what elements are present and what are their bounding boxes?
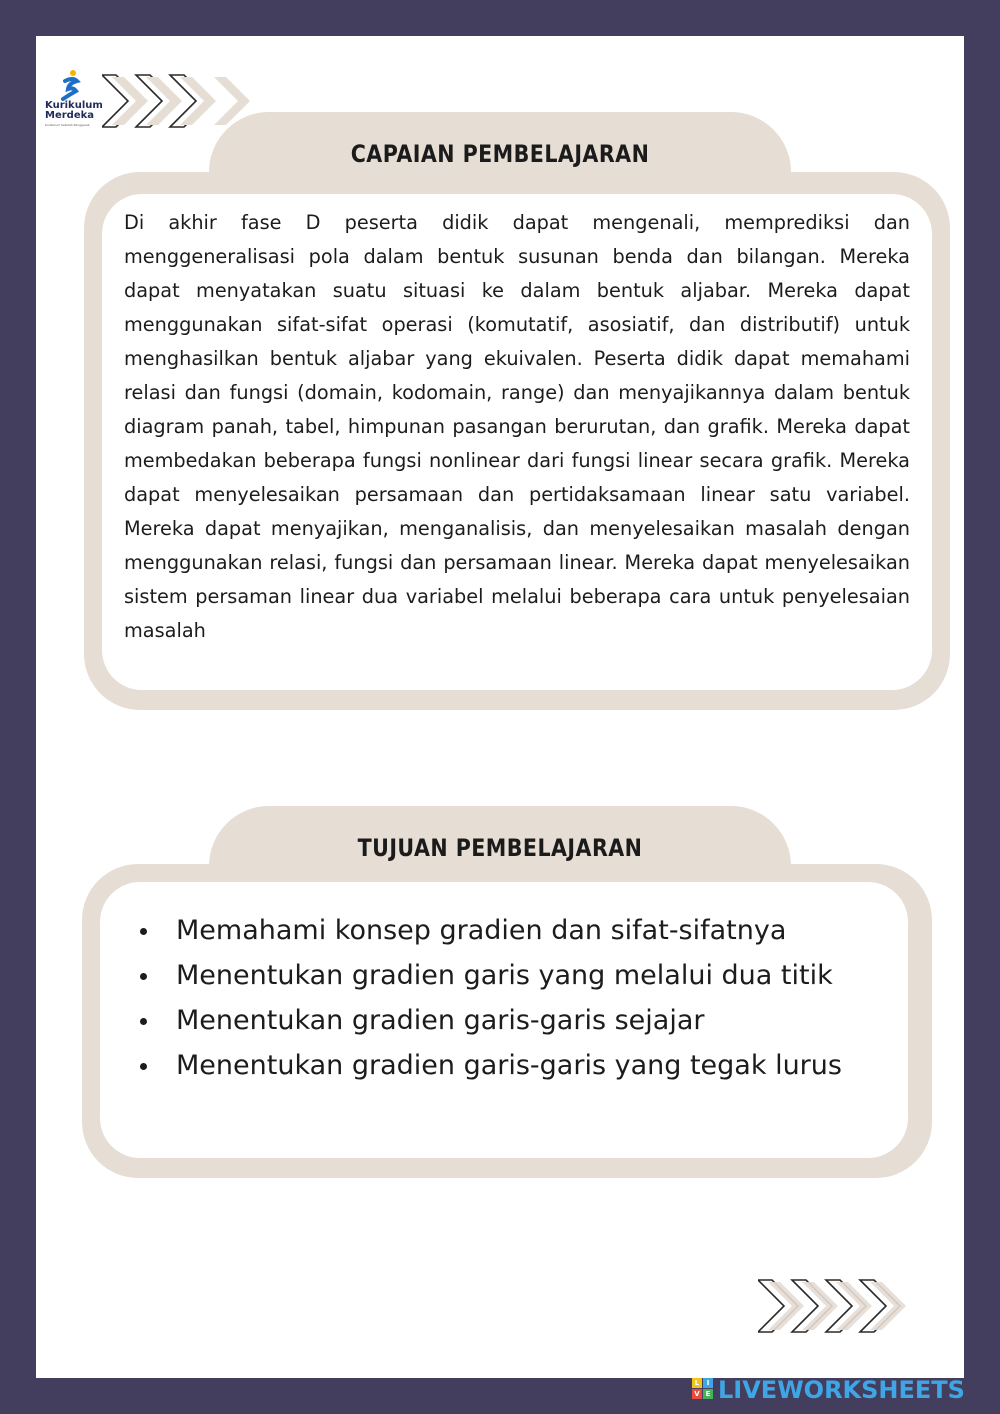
- goal-text: Menentukan gradien garis-garis yang tegak lurus: [176, 1050, 842, 1081]
- tujuan-heading-tab: [209, 806, 791, 870]
- tujuan-heading: TUJUAN PEMBELAJARAN: [357, 834, 643, 862]
- wm-letter: I: [703, 1378, 713, 1388]
- bullet-icon: [140, 973, 147, 980]
- worksheet-page: [36, 36, 964, 1378]
- bullet-icon: [140, 928, 147, 935]
- wm-letter: E: [703, 1389, 713, 1399]
- logo-wordmark: [45, 101, 103, 121]
- kurikulum-merdeka-logo: [41, 69, 111, 139]
- capaian-heading: CAPAIAN PEMBELAJARAN: [350, 140, 650, 168]
- capaian-text: Di akhir fase D peserta didik dapat mengenali, memprediksi dan menggeneralisasi pola dalam bentuk susunan benda dan bilangan. Mereka dapat menyatakan suatu situasi ke dalam bentuk aljabar. Mereka dapat menggunakan sifat-sifat operasi (komutatif, asosiatif, dan distributif) untuk menghasilkan bentuk aljabar yang ekuivalen. Peserta didik dapat memahami relasi dan fungsi (domain, kodomain, range) dan menyajikannya dalam bentuk diagram panah, tabel, himpunan pasangan berurutan, dan grafik. Mereka dapat membedakan beberapa fungsi nonlinear dari fungsi linear secara grafik. Mereka dapat menyelesaikan persamaan dan pertidaksamaan linear satu variabel. Mereka dapat menyajikan, menganalisis, dan menyelesaikan masalah dengan menggunakan relasi, fungsi dan persamaan linear. Mereka dapat menyelesaikan sistem persaman linear dua variabel melalui beberapa cara untuk penyelesaian masalah: [124, 211, 910, 642]
- liveworksheets-logo-icon: [692, 1378, 714, 1400]
- list-item: [130, 953, 842, 998]
- logo-name-line2: Merdeka: [45, 110, 95, 121]
- capaian-panel: [84, 172, 950, 710]
- goal-text: Menentukan gradien garis yang melalui dua titik: [176, 960, 833, 991]
- watermark-text: LIVEWORKSHEETS: [718, 1376, 965, 1404]
- goal-text: Memahami konsep gradien dan sifat-sifatnya: [176, 915, 787, 946]
- capaian-heading-tab: [209, 112, 791, 176]
- bullet-icon: [140, 1063, 147, 1070]
- tujuan-content-box: [100, 882, 908, 1158]
- chevron-decoration-icon: [102, 73, 250, 129]
- logo-tagline: Kurikulum Sekolah Penggerak: [45, 123, 90, 127]
- goal-text: Menentukan gradien garis-garis sejajar: [176, 1005, 705, 1036]
- logo-name-line1: Kurikulum: [45, 100, 103, 111]
- logo-figure-icon: [59, 69, 83, 101]
- wm-letter: L: [692, 1378, 702, 1388]
- wm-letter: V: [692, 1389, 702, 1399]
- capaian-content-box: [102, 194, 932, 690]
- chevron-decoration-icon: [758, 1278, 908, 1334]
- tujuan-panel: [82, 864, 932, 1178]
- list-item: [130, 998, 842, 1043]
- tujuan-list: [130, 908, 842, 1088]
- list-item: [130, 908, 842, 953]
- list-item: [130, 1043, 842, 1088]
- bullet-icon: [140, 1018, 147, 1025]
